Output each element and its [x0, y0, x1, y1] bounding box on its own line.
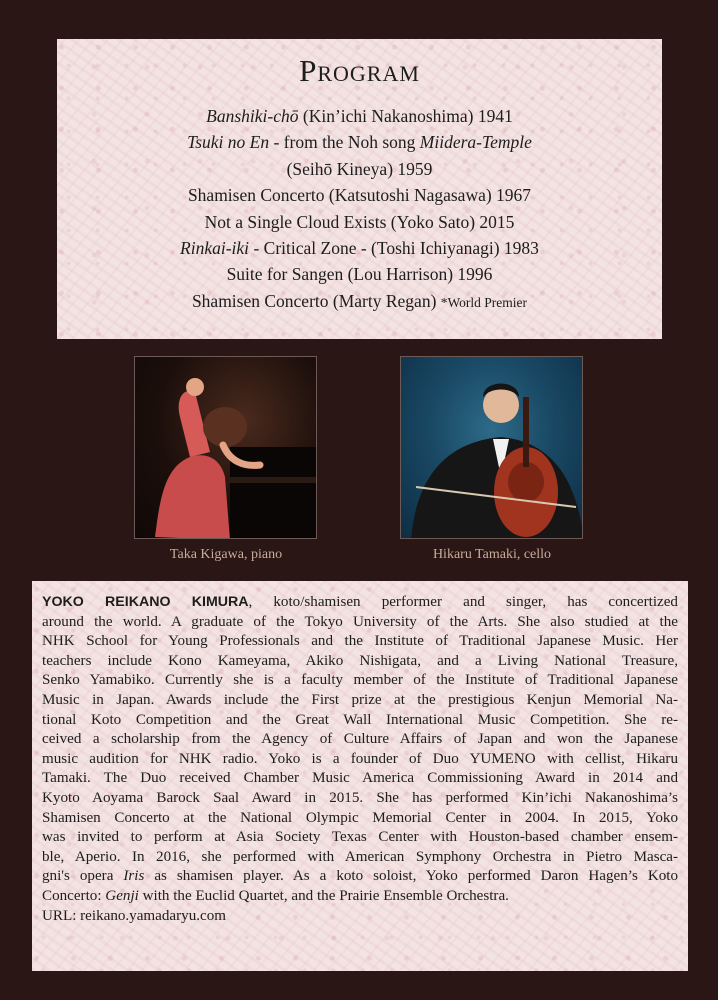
program-item: Shamisen Concerto (Katsutoshi Nagasawa) 1967 [187, 185, 532, 206]
bio-line: Concerto: Genji with the Euclid Quartet, and the Prairie Ensemble Orchestra. [42, 887, 509, 904]
bio-line: Senko Yamabiko. Currently she is a faculty member of the Institute of Traditional Japanese [42, 672, 678, 689]
bio-text [42, 593, 678, 926]
program-item: (Seihō Kineya) 1959 [286, 158, 433, 179]
bio-line: Music in Japan. Awards include the First prize at the prestigious Kenjun Memorial Na- [42, 691, 678, 708]
bio-line: ble, Aperio. In 2016, she performed with American Symphony Orchestra in Pietro Masca- [42, 848, 678, 865]
program-list [57, 103, 662, 316]
program-item: Banshiki-chō (Kin’ichi Nakanoshima) 1941 [206, 106, 513, 126]
bio-line: music audition for NHK radio. Yoko is a founder of Duo YUMENO with cellist, Hikaru [42, 750, 678, 767]
bio-name: YOKO REIKANO KIMURA [42, 594, 249, 610]
cello-photo [400, 356, 583, 539]
bio-line: Tamaki. The Duo received Chamber Music America Commissioning Award in 2014 and [42, 770, 678, 787]
bio-line: teachers include Kono Kameyama, Akiko Nishigata, and a Living National Treasure, [42, 652, 678, 669]
program-title: Program [299, 53, 420, 88]
bio-line: NHK School for Young Professionals and the Institute of Traditional Japanese Music. Her [42, 633, 678, 650]
bio-line: was invited to perform at Asia Society Texas Center with Houston-based chamber ensem- [42, 829, 678, 846]
bio-line: around the world. A graduate of the Tokyo University of the Arts. She also studied at the [42, 613, 678, 630]
program-item: Rinkai-iki - Critical Zone - (Toshi Ichiyanagi) 1983 [180, 238, 539, 259]
bio-line: YOKO REIKANO KIMURA, koto/shamisen performer and singer, has concertized [42, 594, 678, 610]
program-item: Suite for Sangen (Lou Harrison) 1996 [226, 264, 493, 285]
program-item: Not a Single Cloud Exists (Yoko Sato) 2015 [204, 211, 515, 232]
cello-caption: Hikaru Tamaki, cello [432, 547, 552, 562]
bio-line: gni's opera Iris as shamisen player. As a koto soloist, Yoko performed Daron Hagen’s Koto [42, 868, 679, 885]
bio-panel [32, 581, 688, 971]
bio-line: tional Koto Competition and the Great Wall International Music Competition. She re- [42, 711, 678, 728]
program-panel [57, 39, 662, 339]
bio-line: Kyoto Aoyama Barock Saal Award in 2015. She has performed Kin’ichi Nakanoshima’s [42, 789, 678, 806]
piano-caption: Taka Kigawa, piano [169, 547, 283, 562]
bio-line: Shamisen Concerto at the National Olympic Memorial Center in 2004. In 2015, Yoko [42, 809, 678, 826]
piano-photo [134, 356, 317, 539]
bio-url: URL: reikano.yamadaryu.com [42, 907, 226, 924]
bio-line: ceived a scholarship from the Agency of Culture Affairs of Japan and won the Japanese [42, 731, 678, 748]
program-item: Shamisen Concerto (Marty Regan) *World Premier [191, 290, 528, 311]
world-premier-note: *World Premier [440, 294, 528, 310]
program-item: Tsuki no En - from the Noh song Miidera-Temple [187, 132, 532, 153]
